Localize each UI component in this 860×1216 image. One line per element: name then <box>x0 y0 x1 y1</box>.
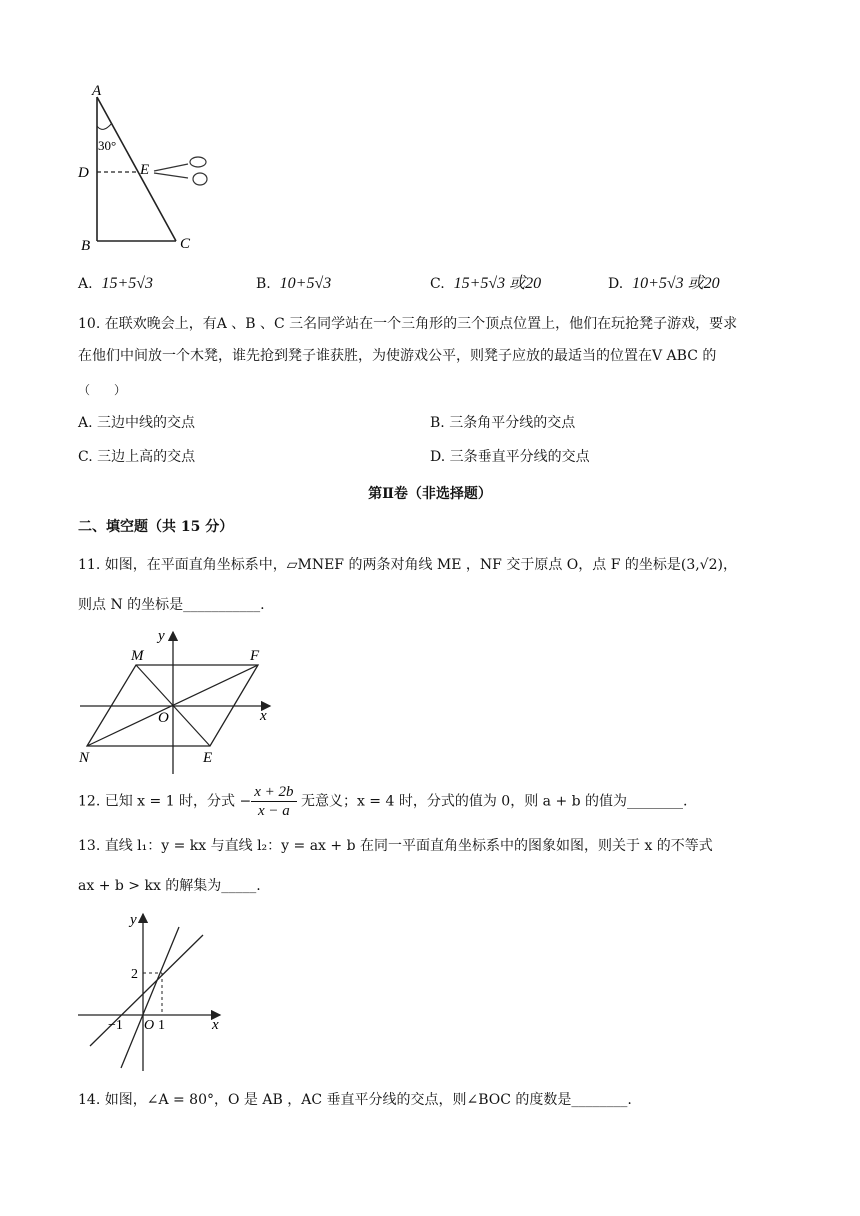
label-n: N <box>79 750 90 766</box>
option-letter: A. <box>78 276 93 292</box>
line-l1 <box>121 927 179 1068</box>
tick-label-2: 2 <box>131 967 138 982</box>
label-x: x <box>212 1017 219 1033</box>
q13-line-2: ax + b > kx 的解集为_____. <box>78 878 261 894</box>
option-letter: B. <box>430 415 445 431</box>
tick-label-1: 1 <box>158 1018 165 1033</box>
q13-line-1: 13. 直线 l₁：y = kx 与直线 l₂：y = ax + b 在同一平面直角坐标系中的图象如图，则关于 x 的不等式 <box>78 838 713 854</box>
label-c: C <box>180 236 191 252</box>
option-text: 15+5√3 或20 <box>453 275 542 292</box>
q10-option-a[interactable] <box>78 413 195 433</box>
option-text: 15+5√3 <box>101 275 154 292</box>
q9-option-a[interactable] <box>78 274 153 294</box>
tick-label-neg1: −1 <box>108 1018 123 1033</box>
q12-fraction <box>251 783 296 820</box>
label-x: x <box>260 708 267 724</box>
q11-line-2: 则点 N 的坐标是___________. <box>78 597 265 613</box>
angle-arc <box>97 123 112 129</box>
q10-line-1: 10. 在联欢晚会上，有A 、B 、C 三名同学站在一个三角形的三个顶点位置上，他们在玩抢凳子游戏，要求 <box>78 316 738 332</box>
q12-suffix: 无意义；x = 4 时，分式的值为 0，则 a + b 的值为________. <box>296 793 688 810</box>
label-a: A <box>92 83 102 99</box>
q10-option-b[interactable] <box>430 413 575 433</box>
scissors-icon <box>154 157 207 185</box>
option-letter: A. <box>78 415 93 431</box>
label-m: M <box>131 648 144 664</box>
option-text: 10+5√3 或20 <box>632 275 720 292</box>
option-text: 三条角平分线的交点 <box>449 415 576 431</box>
option-letter: D. <box>430 449 446 465</box>
q11-line-1: 11. 如图，在平面直角坐标系中，▱MNEF 的两条对角线 ME ，NF 交于原点 O，点 F 的坐标是(3,√2)， <box>78 557 737 573</box>
option-letter: B. <box>256 276 271 292</box>
q12-prefix: 12. 已知 x = 1 时，分式 − <box>78 793 252 810</box>
q10-option-c[interactable] <box>78 447 195 467</box>
triangle-figure-q9 <box>70 78 230 258</box>
label-b: B <box>81 238 91 254</box>
label-o: O <box>158 710 169 726</box>
option-letter: C. <box>430 276 445 292</box>
parallelogram-figure-q11 <box>72 622 282 778</box>
part-2-title: 第Ⅱ卷（非选择题） <box>368 486 492 502</box>
option-text: 三条垂直平分线的交点 <box>449 449 590 465</box>
fraction-denominator: x − a <box>257 803 290 819</box>
label-d: D <box>78 165 89 181</box>
label-f: F <box>250 648 260 664</box>
label-e: E <box>203 750 213 766</box>
label-o: O <box>144 1018 155 1033</box>
q12-line <box>78 783 688 820</box>
section-2-title: 二、填空题（共 15 分） <box>78 519 234 535</box>
option-letter: C. <box>78 449 93 465</box>
label-angle: 30° <box>98 138 117 153</box>
q9-option-c[interactable] <box>430 274 541 294</box>
q10-line-2: 在他们中间放一个木凳，谁先抢到凳子谁获胜，为使游戏公平，则凳子应放的最适当的位置在V ABC 的 <box>78 348 717 364</box>
option-text: 10+5√3 <box>279 275 332 292</box>
option-text: 三边中线的交点 <box>97 415 196 431</box>
q10-answer-bracket: （ ） <box>78 383 127 397</box>
label-y: y <box>158 628 165 644</box>
option-letter: D. <box>608 276 624 292</box>
fraction-numerator: x + 2b <box>251 783 296 802</box>
q10-option-d[interactable] <box>430 447 590 467</box>
q9-option-b[interactable] <box>256 274 331 294</box>
option-text: 三边上高的交点 <box>97 449 196 465</box>
label-y: y <box>130 912 137 928</box>
q14-line-1: 14. 如图，∠A = 80°，O 是 AB ，AC 垂直平分线的交点，则∠BOC 的度数是________. <box>78 1092 632 1108</box>
q9-option-d[interactable] <box>608 274 720 294</box>
label-e: E <box>140 162 150 178</box>
line-graph-figure-q13 <box>72 908 232 1074</box>
